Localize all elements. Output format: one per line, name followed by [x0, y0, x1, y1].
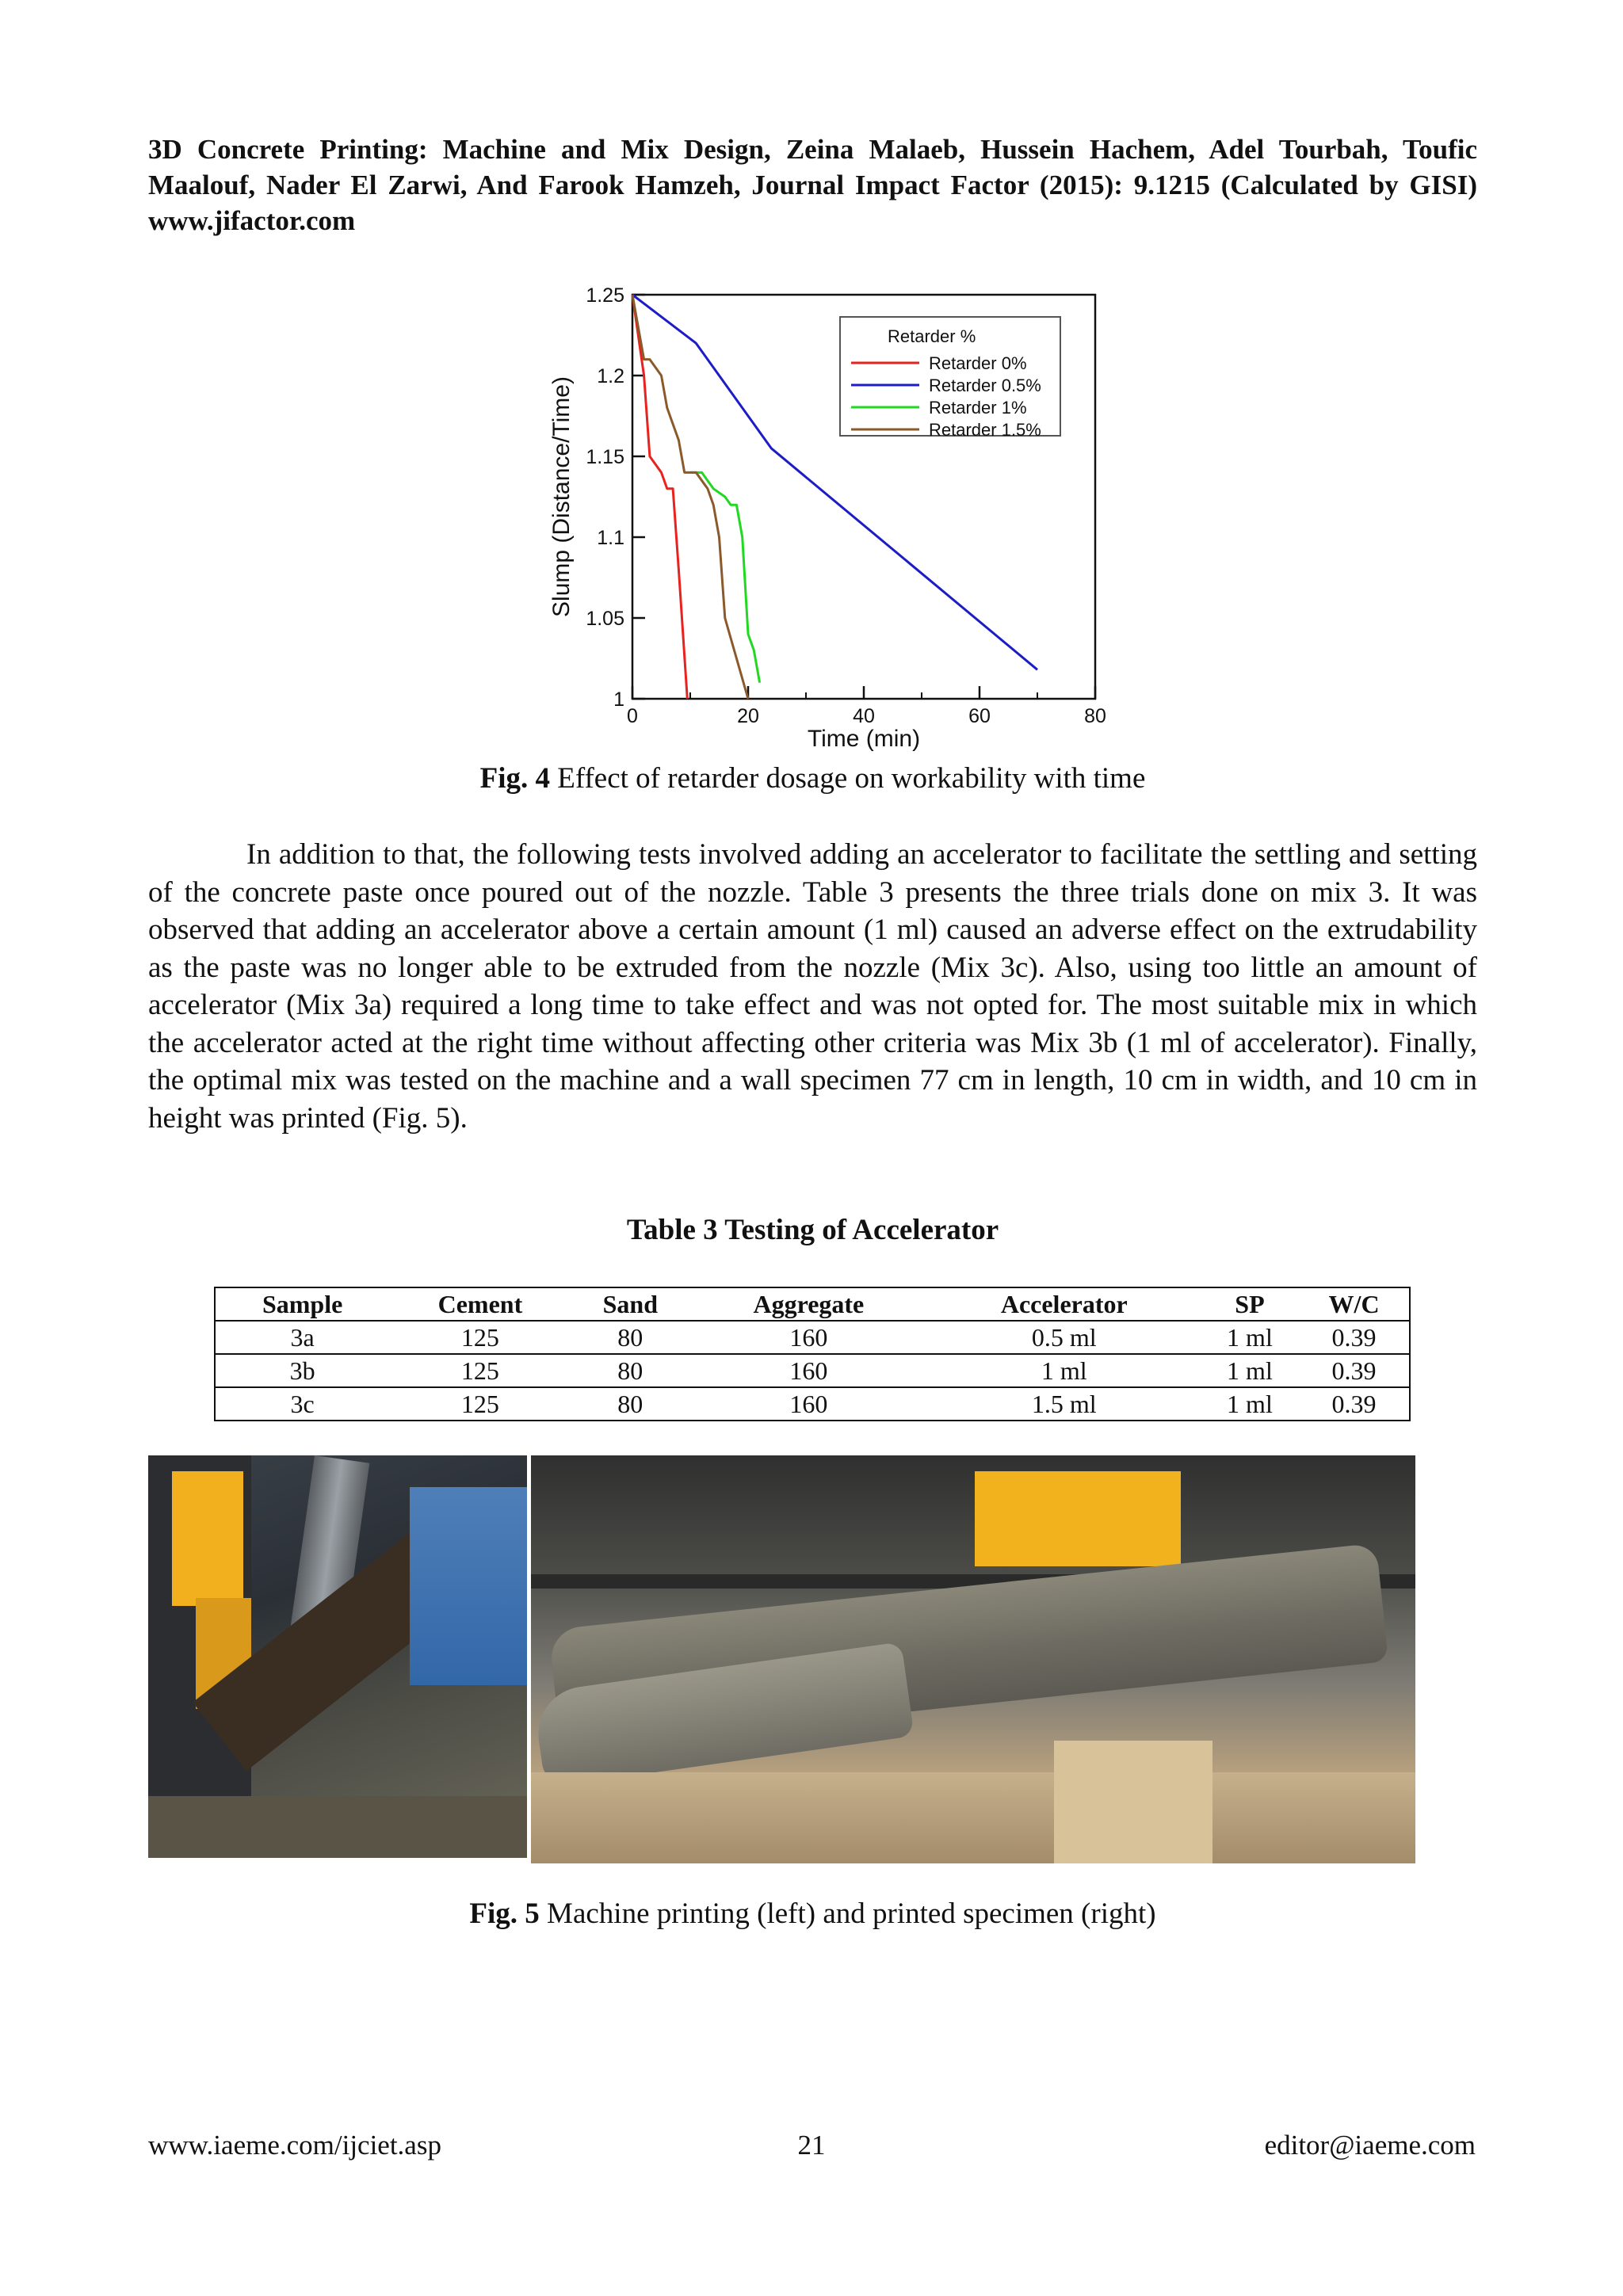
table-cell: 0.39	[1299, 1354, 1410, 1387]
table-header-row	[215, 1287, 1410, 1321]
col-header-cement: Cement	[389, 1287, 571, 1321]
legend-title: Retarder %	[888, 326, 976, 346]
printed-specimen-photo	[531, 1455, 1415, 1863]
footer-url: www.iaeme.com/ijciet.asp	[148, 2130, 441, 2161]
col-header-accelerator: Accelerator	[928, 1287, 1201, 1321]
body-paragraph: In addition to that, the following tests involved adding an accelerator to facilitate the settling and setting of the concrete paste once poured out of the nozzle. Table 3 presents the three trials done on mix 3. It was observed that adding an accelerator above a certain amount (1 ml) caused an adverse effect on the extrudability as the paste was no longer able to be extruded from the nozzle (Mix 3c). Also, using too little an amount of accelerator (Mix 3a) required a long time to take effect and was not opted for. The most suitable mix in which the accelerator acted at the right time without affecting other criteria was Mix 3b (1 ml of accelerator). Finally, the optimal mix was tested on the machine and a wall specimen 77 cm in length, 10 cm in width, and 10 cm in height was printed (Fig. 5).	[148, 838, 1477, 1135]
table-title: Table 3 Testing of Accelerator	[626, 1214, 999, 1246]
table-cell: 0.39	[1299, 1387, 1410, 1421]
x-tick-label: 80	[1084, 705, 1106, 727]
col-header-wc: W/C	[1299, 1287, 1410, 1321]
fig4-chart	[539, 279, 1125, 762]
col-header-sp: SP	[1201, 1287, 1299, 1321]
col-header-aggregate: Aggregate	[689, 1287, 928, 1321]
x-tick-label: 0	[627, 705, 638, 727]
fig4-caption	[148, 761, 1477, 797]
table-cell: 80	[571, 1321, 689, 1354]
page-number: 21	[797, 2130, 826, 2161]
table-cell: 125	[389, 1321, 571, 1354]
table-cell: 1 ml	[1201, 1387, 1299, 1421]
table-cell: 160	[689, 1387, 928, 1421]
x-tick-label: 40	[853, 705, 875, 727]
y-tick-label: 1	[613, 688, 624, 711]
table-cell: 3a	[215, 1321, 389, 1354]
fig4-text: Effect of retarder dosage on workability with time	[557, 762, 1146, 795]
legend-label: Retarder 0%	[929, 353, 1027, 373]
col-header-sand: Sand	[571, 1287, 689, 1321]
x-tick-label: 20	[737, 705, 759, 727]
legend-label: Retarder 1.5%	[929, 420, 1041, 440]
table-cell: 3b	[215, 1354, 389, 1387]
table-row	[215, 1321, 1410, 1354]
accelerator-table	[214, 1287, 1411, 1421]
series-line-3	[690, 472, 760, 682]
fig4-label: Fig. 4	[479, 762, 550, 795]
table-cell: 0.5 ml	[928, 1321, 1201, 1354]
table-cell: 1 ml	[1201, 1354, 1299, 1387]
x-axis-label: Time (min)	[807, 726, 921, 752]
machine-printing-photo	[148, 1455, 527, 1858]
col-header-sample: Sample	[215, 1287, 389, 1321]
table-cell: 160	[689, 1354, 928, 1387]
fig5-text: Machine printing (left) and printed specimen (right)	[547, 1897, 1156, 1930]
y-tick-label: 1.25	[586, 284, 624, 307]
series-line-4	[632, 295, 748, 699]
x-tick-label: 60	[968, 705, 991, 727]
fig5-label: Fig. 5	[469, 1897, 540, 1930]
table-cell: 125	[389, 1387, 571, 1421]
running-header: 3D Concrete Printing: Machine and Mix Design, Zeina Malaeb, Hussein Hachem, Adel Tourbah, Toufic Maalouf, Nader El Zarwi, And Farook Hamzeh, Journal Impact Factor (2015): 9.1215 (Calculated by GISI) www.jifactor.com	[148, 134, 1477, 236]
table-cell: 125	[389, 1354, 571, 1387]
table-cell: 160	[689, 1321, 928, 1354]
table-cell: 80	[571, 1354, 689, 1387]
legend-label: Retarder 1%	[929, 398, 1027, 418]
footer-email: editor@iaeme.com	[1264, 2130, 1476, 2161]
table-cell: 3c	[215, 1387, 389, 1421]
table-cell: 80	[571, 1387, 689, 1421]
y-tick-label: 1.2	[597, 365, 624, 387]
table-cell: 1 ml	[1201, 1321, 1299, 1354]
y-tick-label: 1.1	[597, 527, 624, 549]
table-cell: 0.39	[1299, 1321, 1410, 1354]
y-tick-label: 1.05	[586, 608, 624, 630]
series-line-1	[632, 295, 687, 699]
y-tick-label: 1.15	[586, 446, 624, 468]
table-cell: 1.5 ml	[928, 1387, 1201, 1421]
fig5-caption	[148, 1896, 1477, 1932]
legend-label: Retarder 0.5%	[929, 376, 1041, 395]
fig4-chart-svg	[539, 279, 1125, 762]
y-axis-label: Slump (Distance/Time)	[548, 376, 575, 617]
table-row	[215, 1387, 1410, 1421]
table-cell: 1 ml	[928, 1354, 1201, 1387]
table-row	[215, 1354, 1410, 1387]
